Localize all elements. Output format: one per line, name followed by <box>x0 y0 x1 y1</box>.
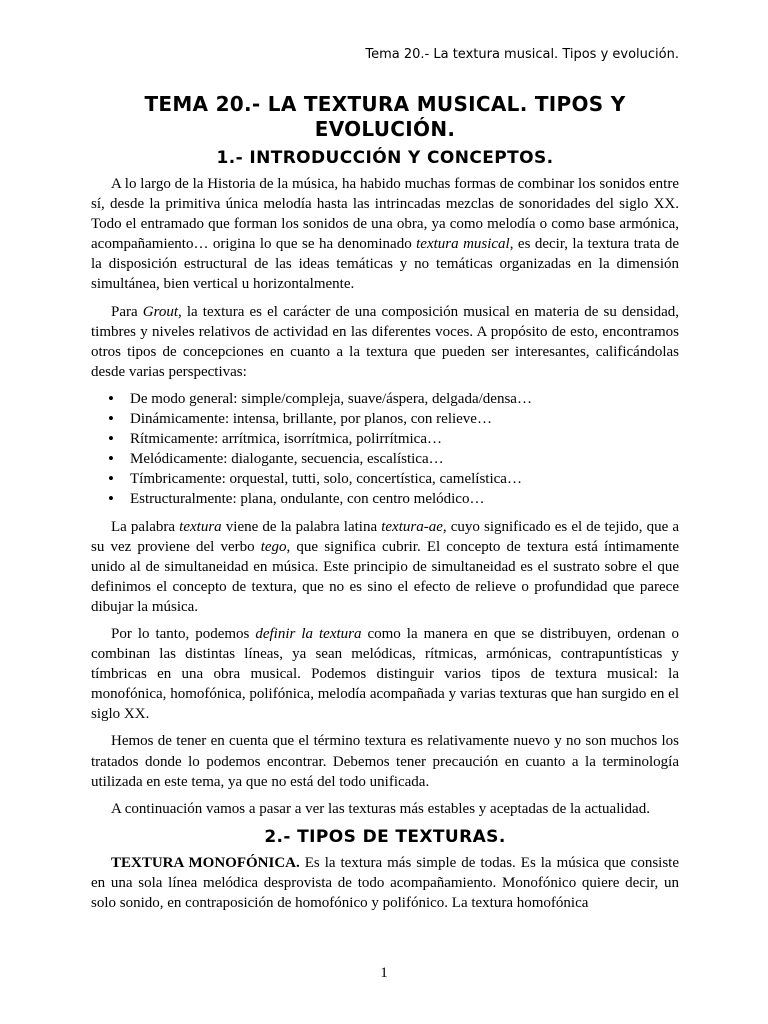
page-number: 1 <box>380 965 388 981</box>
paragraph: A lo largo de la Historia de la música, ha habido muchas formas de combinar los sonidos entre sí, desde la primitiva única melodía hasta las intrincadas mezclas de sonoridades del siglo XX. Todo el entramado que forman los sonidos de una obra, ya como melodía o como base armónica, acompañamiento… origina lo que se ha denominado textura musical, es decir, la textura trata de la disposición estructural de las ideas temáticas y no temáticas organizadas en la dimensión simultánea, bien vertical u horizontalmente. <box>91 176 679 293</box>
document-title: TEMA 20.- LA TEXTURA MUSICAL. TIPOS Y EVOLUCIÓN. <box>144 92 626 141</box>
paragraph: La palabra textura viene de la palabra latina textura-ae, cuyo significado es el de tejido, que a su vez proviene del verbo tego, que significa cubrir. El concepto de textura está íntimamente unido al de simultaneidad en música. Este principio de simultaneidad es el sustrato sobre el que definimos el concepto de textura, que no es sino el efecto de relieve o profundidad que parece dibujar la música. <box>91 518 679 615</box>
paragraph: TEXTURA MONOFÓNICA. Es la textura más simple de todas. Es la música que consiste en una sola línea melódica desprovista de todo acompañamiento. Monofónico quiere decir, un solo sonido, en contraposición de homofónico y polifónico. La textura homofónica <box>91 854 680 911</box>
paragraph: Para Grout, la textura es el carácter de una composición musical en materia de su densidad, timbres y niveles relativos de actividad en las diferentes voces. A propósito de esto, encontramos otros tipos de concepciones en cuanto a la textura que pueden ser interesantes, calificándolas desde varias perspectivas: <box>91 303 680 380</box>
list-item: • Dinámicamente: intensa, brillante, por planos, con relieve… <box>108 409 679 429</box>
list-item: • Tímbricamente: orquestal, tutti, solo, concertística, camelística… <box>108 469 679 489</box>
running-header: Tema 20.- La textura musical. Tipos y evolución. <box>365 47 679 62</box>
list-item: • Estructuralmente: plana, ondulante, con centro melódico… <box>108 489 679 509</box>
section-heading-tipos: 2.- TIPOS DE TEXTURAS. <box>264 826 506 847</box>
list-item: • Melódicamente: dialogante, secuencia, escalística… <box>108 449 679 469</box>
list-item: • Rítmicamente: arrítmica, isorrítmica, polirrítmica… <box>108 429 679 449</box>
bullet-list <box>91 389 679 510</box>
document-body <box>91 92 679 920</box>
section-heading-introduccion: 1.- INTRODUCCIÓN Y CONCEPTOS. <box>216 148 554 168</box>
list-item: • De modo general: simple/compleja, suave/áspera, delgada/densa… <box>108 389 679 409</box>
paragraph: Por lo tanto, podemos definir la textura como la manera en que se distribuyen, ordenan o combinan las distintas líneas, ya sean melódicas, rítmicas, armónicas, contrapuntísticas y tímbricas en una obra musical. Podemos distinguir varios tipos de textura musical: la monofónica, homofónica, polifónica, melodía acompañada y varias texturas que han surgido en el siglo XX. <box>91 625 679 723</box>
paragraph: Hemos de tener en cuenta que el término textura es relativamente nuevo y no son muchos los tratados donde lo podemos encontrar. Debemos tener precaución en cuanto a la terminología utilizada en este tema, ya que no está del todo unificada. <box>91 733 679 790</box>
paragraph: A continuación vamos a pasar a ver las texturas más estables y aceptadas de la actualidad. <box>111 800 650 817</box>
